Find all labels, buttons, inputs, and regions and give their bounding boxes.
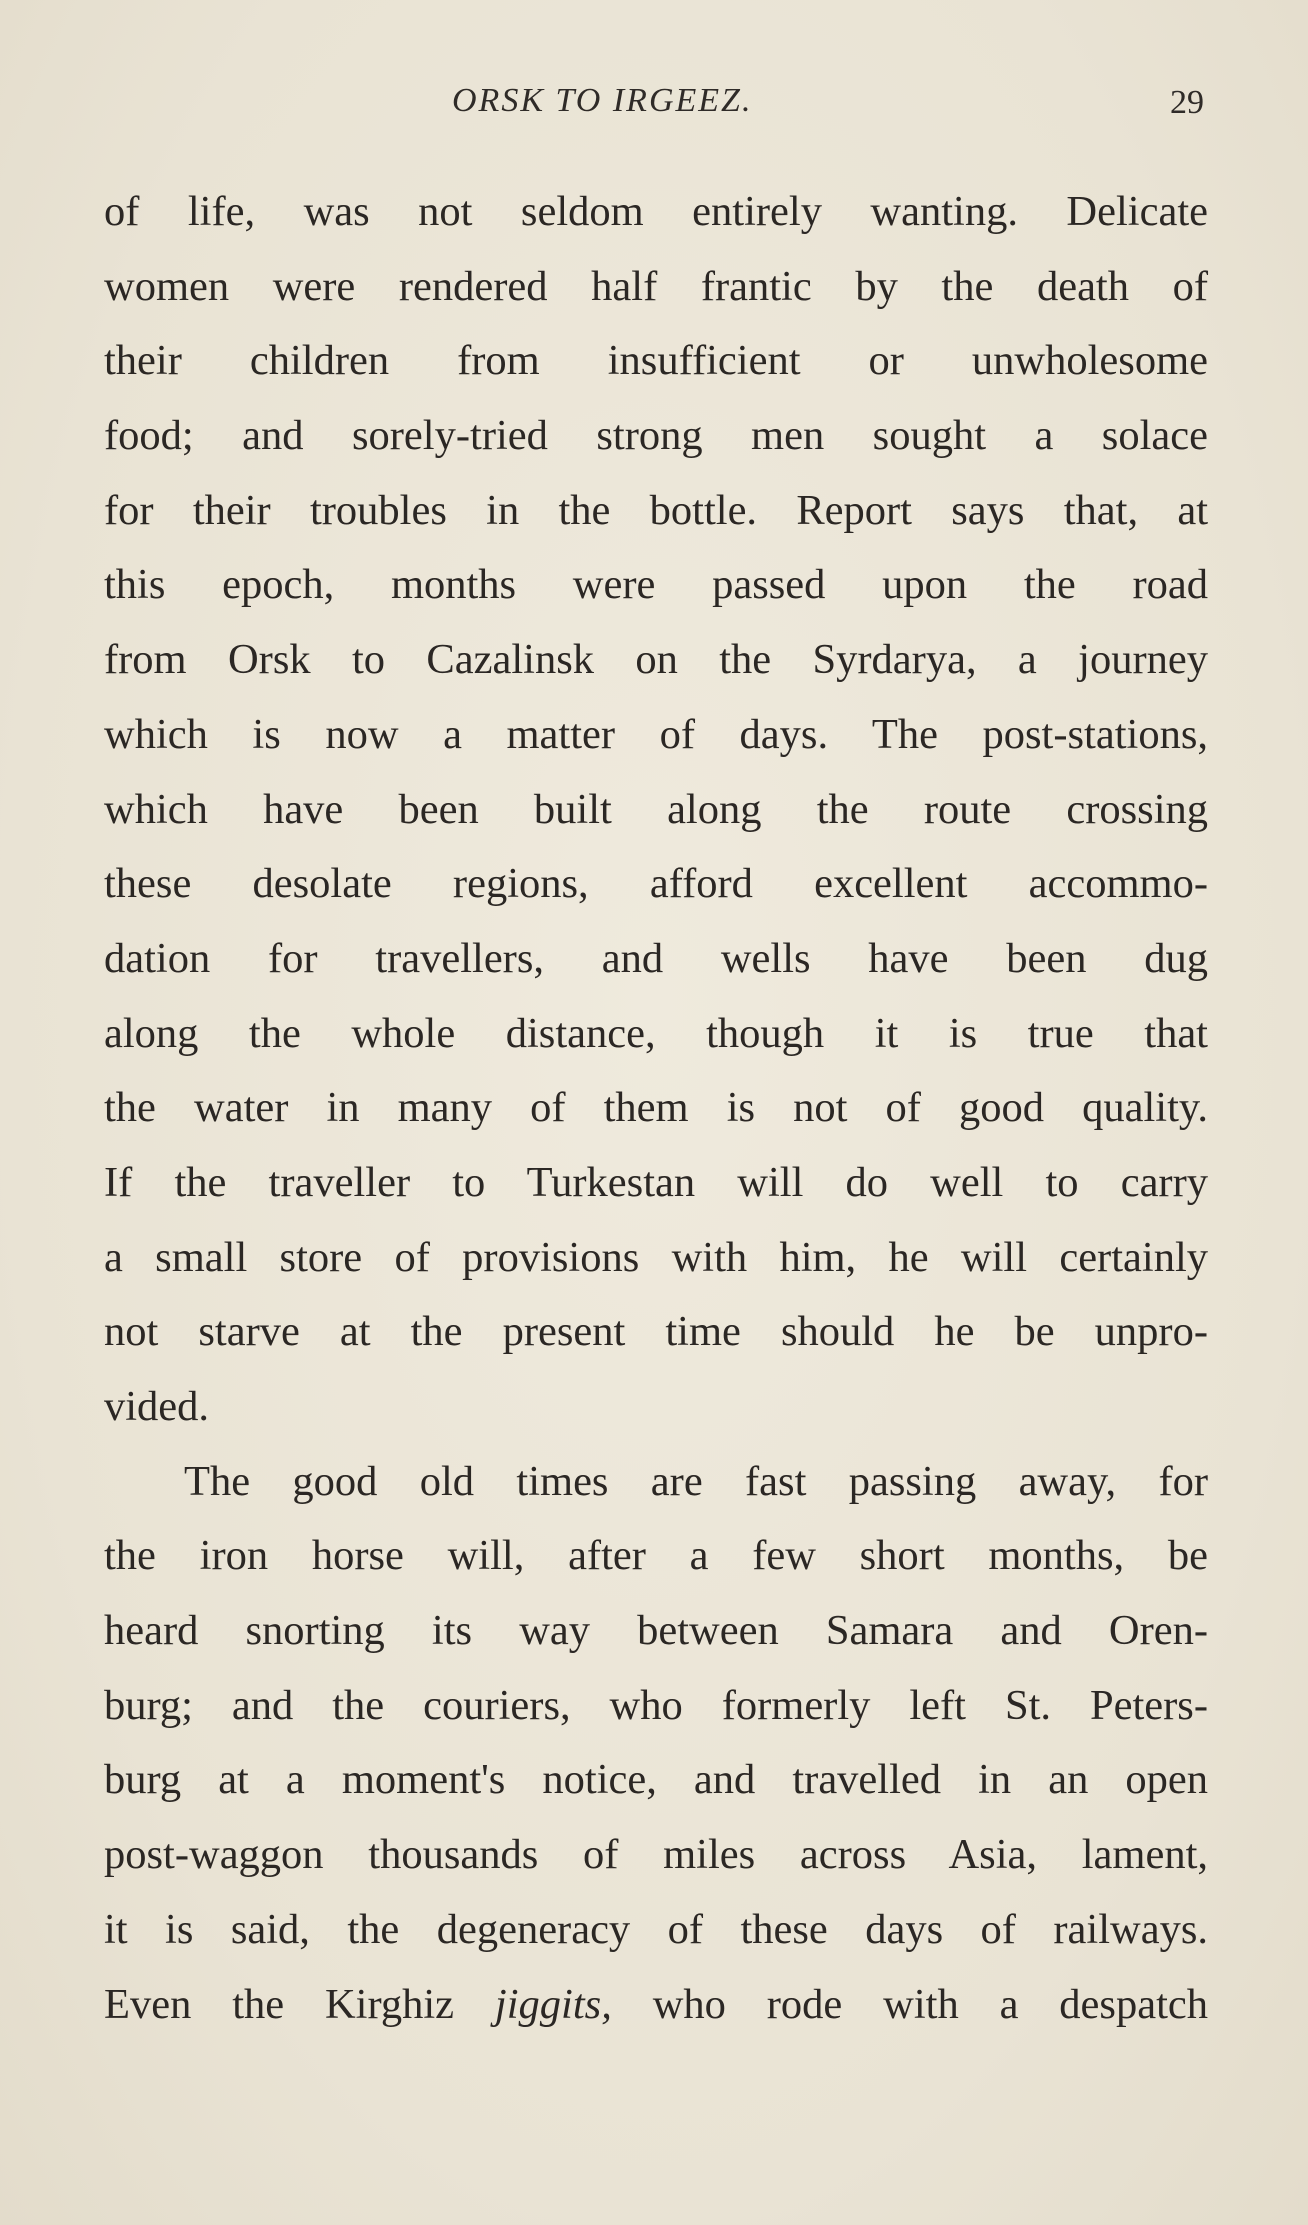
text-line: which is now a matter of days. The post-stations, — [104, 710, 1208, 758]
text-line: dation for travellers, and wells have been dug — [104, 934, 1208, 982]
text-line: burg; and the couriers, who formerly left St. Peters- — [104, 1681, 1208, 1729]
text-line: their children from insufficient or unwholesome — [104, 337, 1208, 385]
text-line: If the traveller to Turkestan will do well to carry — [104, 1158, 1208, 1206]
text-line: the water in many of them is not of good quality. — [104, 1084, 1208, 1132]
text-segment: who rode with a despatch — [652, 1980, 1208, 2028]
text-line: post-waggon thousands of miles across Asia, lament, — [104, 1831, 1208, 1879]
body-text — [104, 175, 1208, 2042]
text-line: food; and sorely-tried strong men sought a solace — [104, 412, 1208, 460]
text-line: these desolate regions, afford excellent accommo- — [104, 860, 1208, 908]
paragraph-start-line: The good old times are fast passing away, for — [184, 1457, 1208, 1505]
running-head — [0, 82, 1308, 132]
text-line: for their troubles in the bottle. Report says that, at — [104, 486, 1208, 534]
paragraph-end-line: vided. — [104, 1383, 210, 1430]
text-segment: Even the Kirghiz — [104, 1980, 455, 2028]
running-title: ORSK TO IRGEEZ. — [452, 82, 753, 119]
italic-word: jiggits, — [494, 1980, 612, 2028]
text-line: a small store of provisions with him, he will certainly — [104, 1233, 1208, 1281]
page-number: 29 — [1170, 84, 1204, 121]
text-line: it is said, the degeneracy of these days of railways. — [104, 1905, 1208, 1953]
text-line — [104, 1968, 1208, 2043]
text-line: which have been built along the route crossing — [104, 785, 1208, 833]
text-line: of life, was not seldom entirely wanting. Delicate — [104, 188, 1208, 235]
text-line: heard snorting its way between Samara and Oren- — [104, 1607, 1208, 1655]
text-line: this epoch, months were passed upon the road — [104, 561, 1208, 609]
text-line: from Orsk to Cazalinsk on the Syrdarya, a journey — [104, 636, 1208, 684]
text-line: not starve at the present time should he be unpro- — [104, 1308, 1208, 1356]
text-line: along the whole distance, though it is true that — [104, 1009, 1208, 1057]
text-line: women were rendered half frantic by the death of — [104, 262, 1208, 310]
text-line: burg at a moment's notice, and travelled in an open — [104, 1756, 1208, 1804]
text-line: the iron horse will, after a few short months, be — [104, 1532, 1208, 1580]
